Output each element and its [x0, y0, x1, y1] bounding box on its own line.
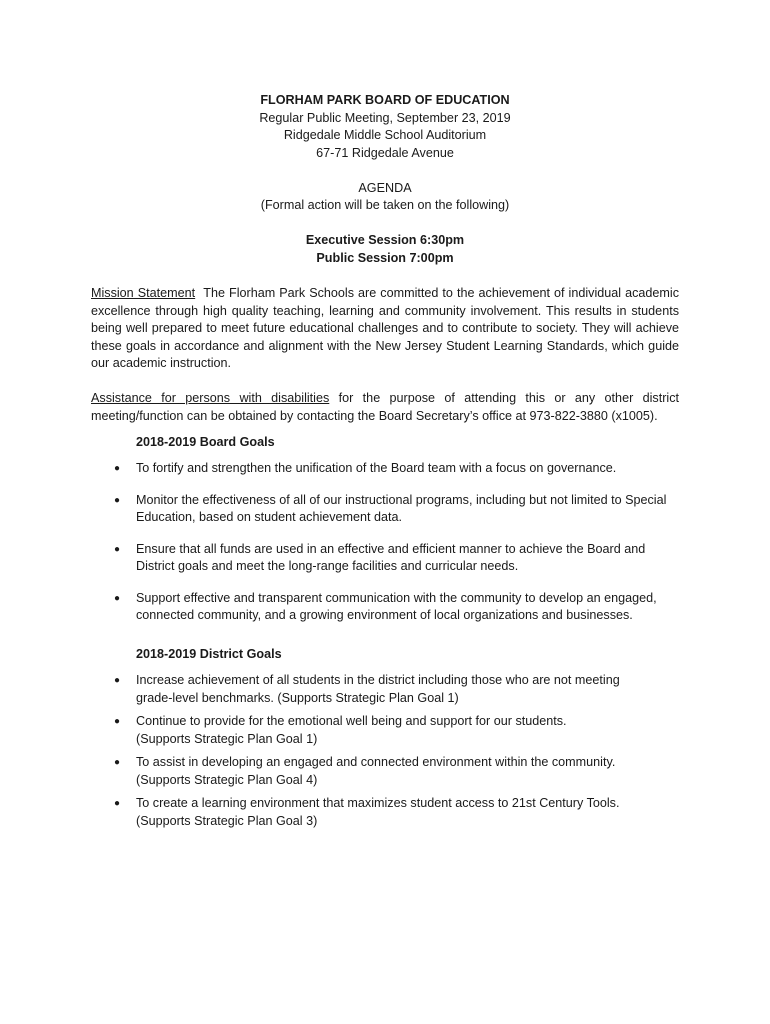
- assistance-label: Assistance for persons with disabilities: [91, 391, 330, 405]
- bullet-icon: ●: [114, 675, 121, 686]
- district-goals-title: 2018-2019 District Goals: [136, 647, 282, 661]
- goal-line: To assist in developing an engaged and connected environment within the community.: [136, 755, 616, 769]
- list-item: [114, 590, 676, 625]
- goal-line: Continue to provide for the emotional well being and support for our students.: [136, 714, 567, 728]
- bullet-icon: ●: [114, 543, 121, 555]
- bullet-icon: ●: [114, 592, 121, 604]
- goal-line: grade-level benchmarks. (Supports Strategic Plan Goal 1): [136, 690, 459, 705]
- board-goals-title: 2018-2019 Board Goals: [136, 435, 275, 449]
- executive-session-time: Executive Session 6:30pm: [305, 233, 465, 247]
- list-item: [114, 754, 696, 789]
- bullet-icon: ●: [114, 463, 121, 474]
- list-item: [114, 541, 676, 576]
- bullet-icon: ●: [114, 757, 121, 768]
- bullet-icon: ●: [114, 716, 121, 727]
- list-item: [114, 713, 696, 748]
- goal-line: To create a learning environment that maximizes student access to 21st Century Tools.: [136, 796, 620, 810]
- spacer: [0, 215, 770, 233]
- bullet-icon: ●: [114, 494, 121, 506]
- goal-text: Ensure that all funds are used in an effective and efficient manner to achieve the Board and District goals and meet the long-range facilities and curricular needs.: [136, 541, 646, 573]
- list-item: [114, 672, 696, 707]
- goal-line: (Supports Strategic Plan Goal 4): [136, 772, 318, 787]
- assistance-text: for the purpose of attending this or any other district meeting/function can be obtained by contacting the Board Secretary’s office at 973-822-3880 (x1005).: [91, 391, 679, 423]
- goal-line: (Supports Strategic Plan Goal 1): [136, 731, 318, 746]
- meeting-line: Regular Public Meeting, September 23, 2019: [259, 110, 511, 125]
- list-item: [114, 460, 676, 478]
- goal-text: To fortify and strengthen the unification of the Board team with a focus on governance.: [136, 461, 617, 475]
- spacer: [0, 162, 770, 180]
- formal-action-note: (Formal action will be taken on the following): [260, 198, 510, 212]
- assistance-notice: [91, 390, 679, 425]
- list-item: [114, 795, 696, 830]
- mission-statement: [91, 285, 679, 373]
- address-line: 67-71 Ridgedale Avenue: [316, 145, 454, 160]
- mission-label: Mission Statement: [91, 286, 196, 300]
- bullet-icon: ●: [114, 798, 121, 809]
- list-item: [114, 492, 676, 527]
- board-goals-list: [114, 460, 676, 625]
- document-header: [0, 92, 770, 267]
- goal-text: Support effective and transparent communication with the community to develop an engaged, connected community, and a growing environment of local organizations and businesses.: [136, 590, 657, 622]
- goal-line: Increase achievement of all students in the district including those who are not meeting: [136, 673, 620, 687]
- location-line: Ridgedale Middle School Auditorium: [283, 128, 487, 142]
- agenda-title: AGENDA: [358, 180, 412, 195]
- mission-text: The Florham Park Schools are committed to the achievement of individual academic excellence through high quality teaching, learning and community involvement. This results in students being well prepared to meet future educational challenges and to contribute to society. They will achieve these goals in accordance and alignment with the New Jersey Student Learning Standards, which guide our academic instruction.: [91, 286, 680, 370]
- goal-text: Monitor the effectiveness of all of our instructional programs, including but not limited to Special Education, based on student achievement data.: [136, 492, 667, 524]
- public-session-time: Public Session 7:00pm: [316, 250, 454, 265]
- org-title: FLORHAM PARK BOARD OF EDUCATION: [260, 93, 510, 107]
- district-goals-list: [114, 672, 696, 830]
- goal-line: (Supports Strategic Plan Goal 3): [136, 813, 318, 828]
